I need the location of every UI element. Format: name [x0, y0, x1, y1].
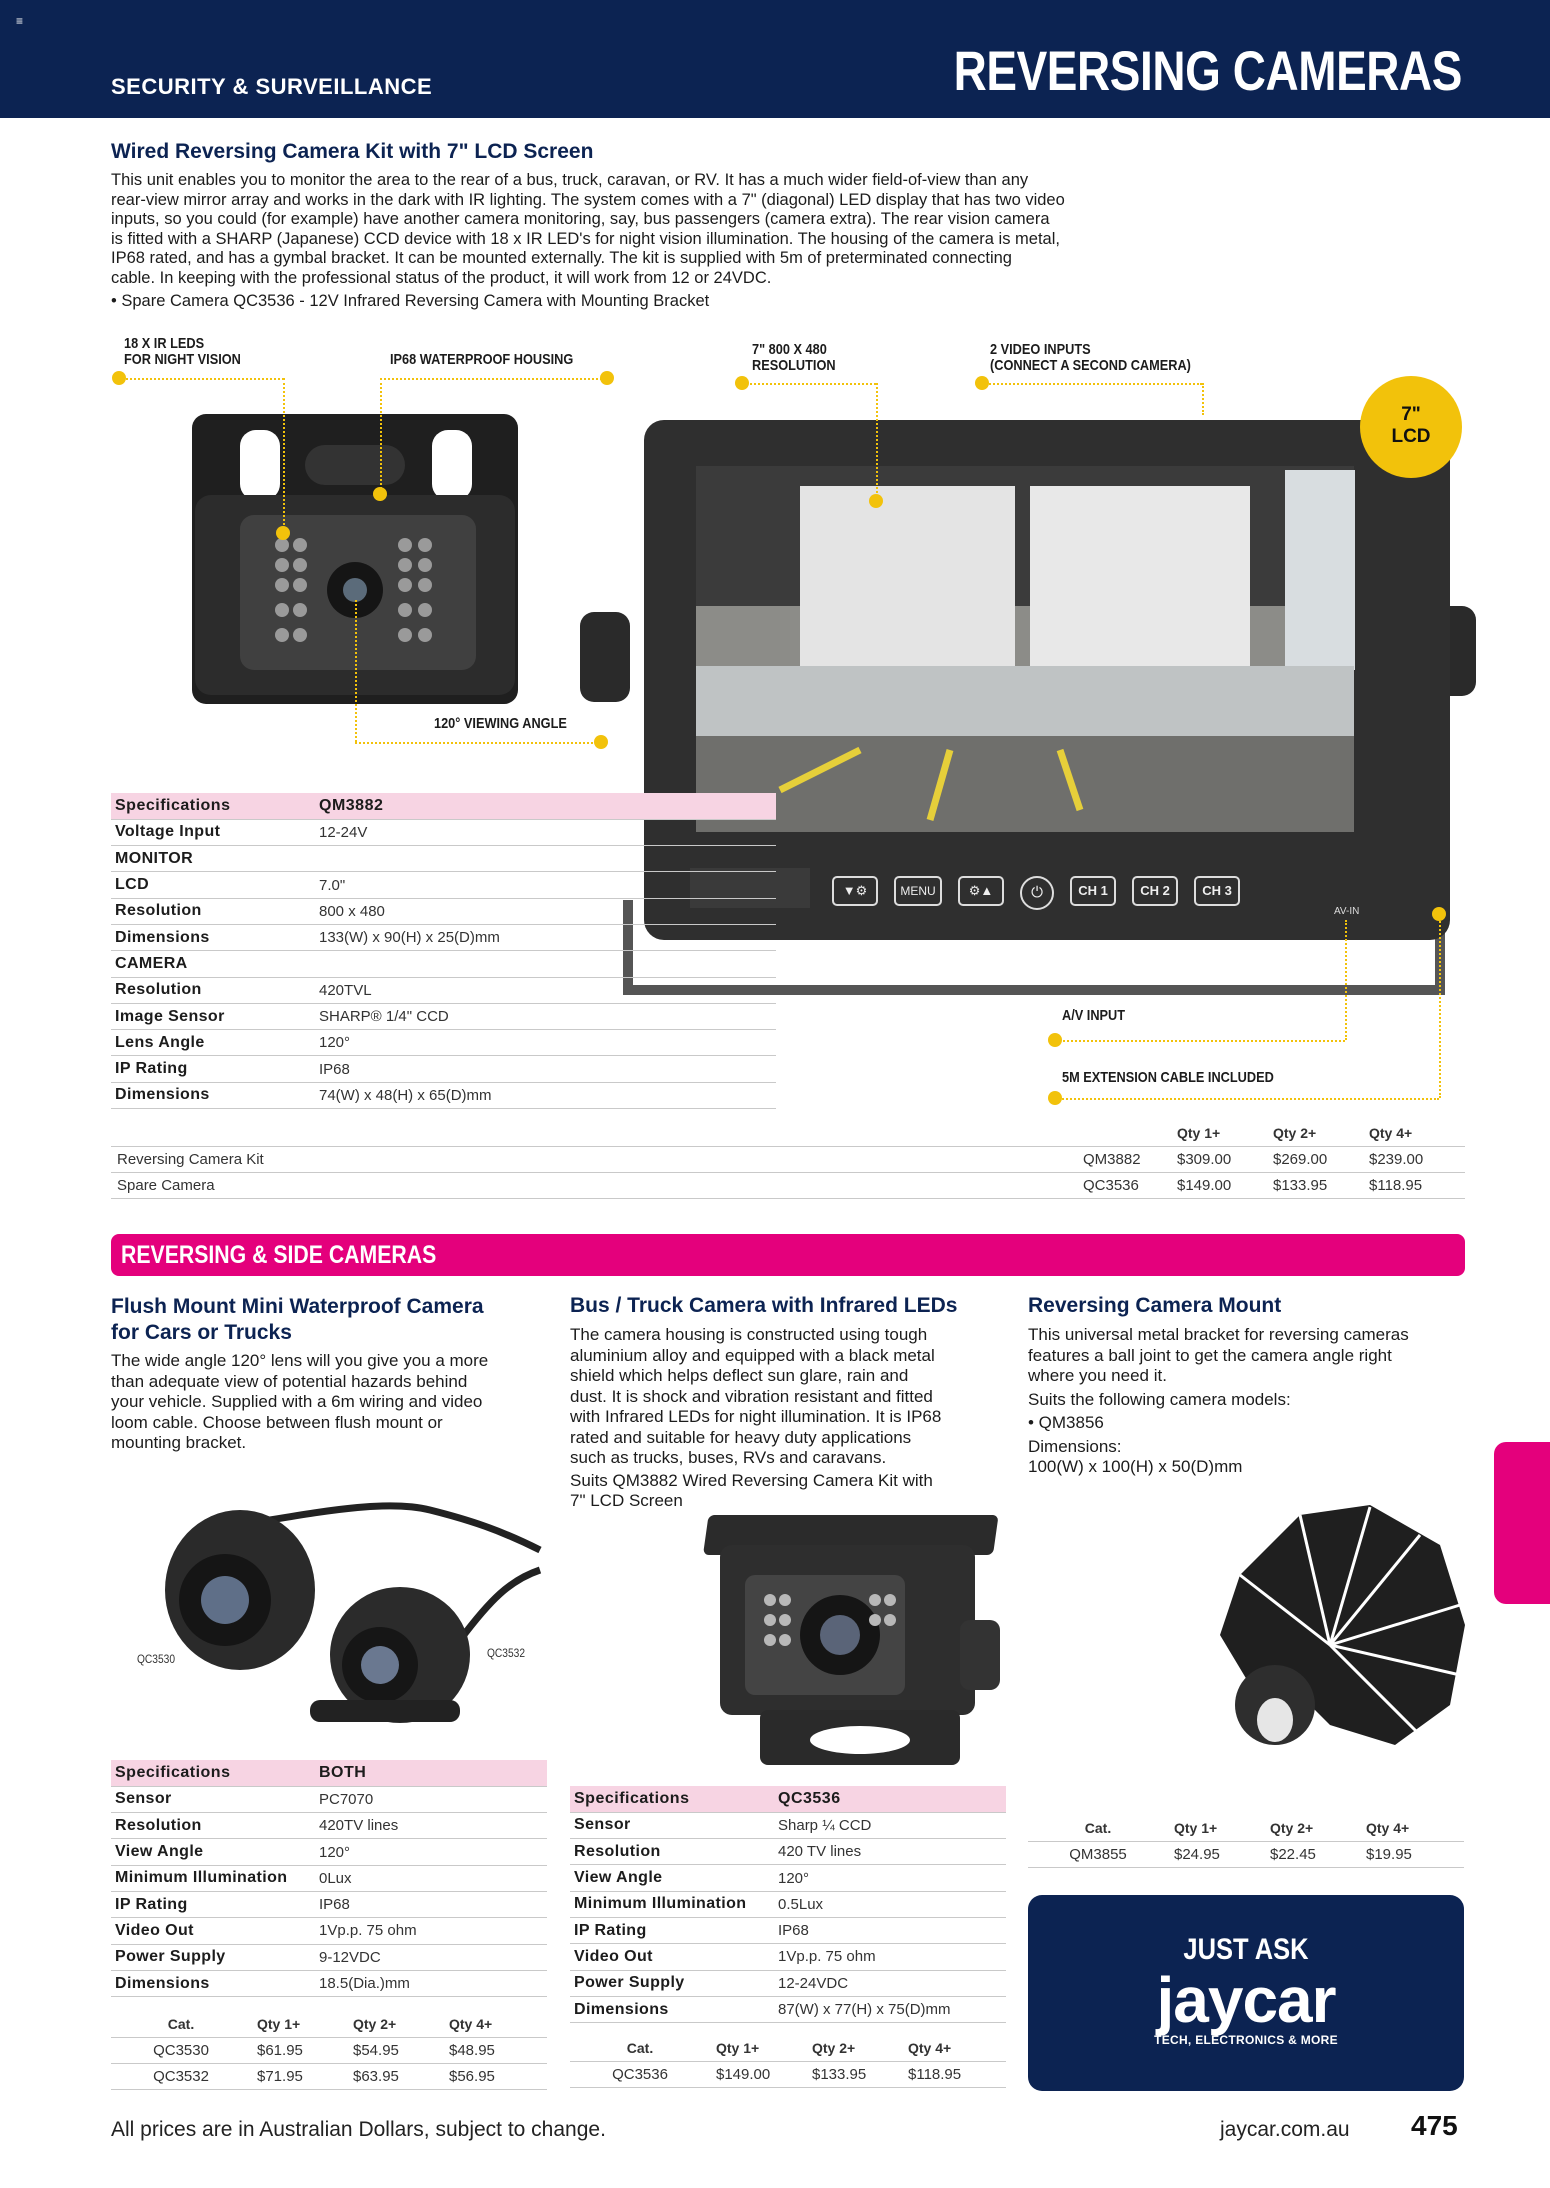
callout-resolution-line1: 7" 800 X 480 [752, 341, 827, 358]
price-col-header [1077, 1120, 1171, 1146]
spec-header-model: BOTH [315, 1760, 547, 1786]
bus-desc-line: shield which helps deflect sun glare, rain and [570, 1366, 909, 1385]
mount-desc-line: • QM3856 [1028, 1413, 1104, 1432]
spec-row [111, 1839, 547, 1865]
spec-key: Minimum Illumination [570, 1891, 774, 1917]
price-cat: QM3882 [1077, 1146, 1171, 1172]
price-row [111, 2063, 547, 2089]
spec-value: 800 x 480 [315, 898, 776, 924]
price-qty2: $54.95 [347, 2037, 443, 2063]
spec-row [111, 1865, 547, 1891]
spec-key: IP Rating [111, 1056, 315, 1082]
callout-dot [276, 526, 290, 540]
bus-desc-line: such as trucks, buses, RVs and caravans. [570, 1448, 887, 1467]
callout-video-inputs-line2: (CONNECT A SECOND CAMERA) [990, 357, 1191, 374]
spec-key: Sensor [570, 1812, 774, 1838]
footer-price-note: All prices are in Australian Dollars, subject to change. [111, 2118, 606, 2141]
spec-row [570, 1891, 1006, 1917]
spec-key: Resolution [111, 1813, 315, 1839]
flush-spec-table [111, 1760, 547, 1997]
spec-value [315, 846, 776, 872]
callout-dot [869, 494, 883, 508]
bus-desc-line: dust. It is shock and vibration resistant and fitted [570, 1386, 933, 1406]
page-number: 475 [1411, 2110, 1458, 2141]
price-col-header: Qty 2+ [1264, 1815, 1360, 1841]
av-in-jack-label: AV-IN [1334, 906, 1360, 917]
spec-row [570, 1970, 1006, 1996]
spec-value: 420TV lines [315, 1813, 547, 1839]
callout-dot [600, 371, 614, 385]
price-qty1: $149.00 [1171, 1172, 1267, 1198]
spec-row [111, 1891, 547, 1917]
spec-value: 1Vp.p. 75 ohm [315, 1918, 547, 1944]
spec-row [570, 1839, 1006, 1865]
mount-desc-line: Dimensions: [1028, 1436, 1122, 1456]
callout-dot [594, 735, 608, 749]
spec-value [315, 951, 776, 977]
bus-title: Bus / Truck Camera with Infrared LEDs [570, 1294, 958, 1317]
spec-row [570, 1917, 1006, 1943]
callout-ir-leds-line1: 18 X IR LEDS [124, 335, 205, 352]
spec-value: 18.5(Dia.)mm [315, 1970, 547, 1996]
spec-row [111, 1082, 776, 1108]
ch3-button[interactable]: CH 3 [1194, 876, 1240, 906]
price-col-header: Qty 1+ [1171, 1120, 1267, 1146]
spec-key: Dimensions [111, 924, 315, 950]
price-row [111, 2037, 547, 2063]
mount-desc-line: 100(W) x 100(H) x 50(D)mm [1028, 1457, 1243, 1476]
leader-line [1439, 914, 1441, 1098]
spec-row [111, 1786, 547, 1812]
side-tab-marker [1494, 1442, 1550, 1604]
spec-value: 0Lux [315, 1865, 547, 1891]
spec-row [570, 1996, 1006, 2022]
ch1-button[interactable]: CH 1 [1070, 876, 1116, 906]
footer-url[interactable]: jaycar.com.au [1220, 2118, 1350, 2141]
spec-key: IP Rating [111, 1891, 315, 1917]
mount-price-table [1028, 1815, 1464, 1868]
spec-value: 12-24V [315, 819, 776, 845]
callout-dot [975, 376, 989, 390]
down-settings-button[interactable]: ▼⚙ [832, 876, 878, 906]
bus-desc-line: rated and suitable for heavy duty applications [570, 1427, 912, 1447]
menu-icon[interactable]: ≡ [16, 14, 24, 28]
spec-header-model: QC3536 [774, 1786, 1006, 1812]
mount-bracket-image [1180, 1495, 1470, 1795]
price-row [111, 1146, 1465, 1172]
spec-key: Power Supply [111, 1944, 315, 1970]
callout-extension-cable: 5M EXTENSION CABLE INCLUDED [1062, 1069, 1274, 1086]
price-col-header: Qty 2+ [347, 2011, 443, 2037]
spec-row [111, 1003, 776, 1029]
spec-row [111, 872, 776, 898]
price-cat: QC3536 [1077, 1172, 1171, 1198]
leader-line [380, 378, 606, 380]
price-col-header: Qty 4+ [1363, 1120, 1465, 1146]
price-col-header: Qty 1+ [710, 2035, 806, 2061]
flush-title [111, 1294, 484, 1346]
flush-desc-line: loom cable. Choose between flush mount or [111, 1412, 443, 1432]
spec-row [570, 1812, 1006, 1838]
flush-desc-line: mounting bracket. [111, 1433, 247, 1452]
callout-dot [1048, 1091, 1062, 1105]
price-qty4: $239.00 [1363, 1146, 1465, 1172]
callout-housing: IP68 WATERPROOF HOUSING [390, 351, 574, 368]
price-header-row [1028, 1815, 1464, 1841]
callout-av-input: A/V INPUT [1062, 1007, 1126, 1024]
callout-ir-leds [124, 336, 241, 368]
spec-row [570, 1865, 1006, 1891]
kit-desc-line: inputs, so you could (for example) have another camera monitoring, say, bus passengers (camera extra). The rear vision camera [111, 210, 1050, 229]
mount-title: Reversing Camera Mount [1028, 1294, 1282, 1317]
bus-desc-line: aluminium alloy and equipped with a black metal [570, 1345, 935, 1365]
spec-row [111, 1970, 547, 1996]
spec-header-row [111, 793, 776, 819]
spec-row [111, 1918, 547, 1944]
spec-value: IP68 [315, 1056, 776, 1082]
leader-line [982, 383, 1202, 385]
power-button[interactable]: ⏻ [1020, 876, 1054, 910]
leader-line [1202, 383, 1204, 415]
leader-line [118, 378, 284, 380]
spec-value: 420TVL [315, 977, 776, 1003]
spec-key: IP Rating [570, 1917, 774, 1943]
spec-key: Resolution [111, 898, 315, 924]
mount-desc-line: Suits the following camera models: [1028, 1389, 1291, 1409]
price-qty2: $22.45 [1264, 1841, 1360, 1867]
spec-key: Minimum Illumination [111, 1865, 315, 1891]
spec-key: Image Sensor [111, 1003, 315, 1029]
callout-resolution-line2: RESOLUTION [752, 357, 836, 374]
flush-description [111, 1351, 488, 1454]
spec-row [111, 1056, 776, 1082]
callout-dot [735, 376, 749, 390]
bus-desc-line: Suits QM3882 Wired Reversing Camera Kit with [570, 1470, 933, 1490]
spec-key: MONITOR [111, 846, 315, 872]
bus-description [570, 1325, 941, 1512]
price-qty1: $24.95 [1168, 1841, 1264, 1867]
spec-header-model: QM3882 [315, 793, 776, 819]
price-cat: QC3530 [111, 2037, 251, 2063]
price-header-row [111, 1120, 1465, 1146]
jaycar-promo[interactable] [1028, 1895, 1464, 2091]
price-qty2: $269.00 [1267, 1146, 1363, 1172]
callout-dot [112, 371, 126, 385]
flush-camera-image [130, 1490, 550, 1740]
spec-row [111, 846, 776, 872]
spec-value: IP68 [315, 1891, 547, 1917]
spec-row [111, 1813, 547, 1839]
up-settings-button[interactable]: ⚙▲ [958, 876, 1004, 906]
flush-title-line1: Flush Mount Mini Waterproof Camera [111, 1295, 484, 1318]
spec-value: 120° [315, 1839, 547, 1865]
spec-key: Resolution [111, 977, 315, 1003]
leader-line [380, 378, 382, 493]
spec-header-row [111, 1760, 547, 1786]
leader-line [742, 383, 876, 385]
price-qty2: $133.95 [806, 2061, 902, 2087]
menu-button[interactable]: MENU [894, 876, 942, 906]
spec-value: 120° [774, 1865, 1006, 1891]
spec-header-row [570, 1786, 1006, 1812]
price-qty4: $48.95 [443, 2037, 547, 2063]
leader-line [355, 742, 601, 744]
kit-desc-line: This unit enables you to monitor the area to the rear of a bus, truck, caravan, or RV. It has a much wider field-of-view than any [111, 171, 1029, 189]
flush-title-line2: for Cars or Trucks [111, 1321, 292, 1344]
price-col-header: Qty 2+ [1267, 1120, 1363, 1146]
spec-value: 74(W) x 48(H) x 65(D)mm [315, 1082, 776, 1108]
price-row [1028, 1841, 1464, 1867]
price-col-header: Qty 4+ [902, 2035, 1006, 2061]
callout-ir-leds-line2: FOR NIGHT VISION [124, 351, 241, 368]
leader-line [1055, 1040, 1345, 1042]
section-label: SECURITY & SURVEILLANCE [111, 74, 433, 99]
bus-price-table [570, 2035, 1006, 2088]
spec-header-label: Specifications [570, 1786, 774, 1812]
spec-header-label: Specifications [111, 1760, 315, 1786]
price-col-header: Qty 4+ [1360, 1815, 1464, 1841]
price-qty2: $63.95 [347, 2063, 443, 2089]
spec-value: 12-24VDC [774, 1970, 1006, 1996]
image-label-qc3530: QC3530 [137, 1652, 175, 1666]
price-col-header: Qty 4+ [443, 2011, 547, 2037]
spec-key: Dimensions [111, 1082, 315, 1108]
lcd-badge-label: LCD [1391, 426, 1431, 447]
price-col-header: Cat. [570, 2035, 710, 2061]
spec-value: 120° [315, 1030, 776, 1056]
leader-line [876, 383, 878, 501]
flush-desc-line: The wide angle 120° lens will you give you a more [111, 1351, 489, 1370]
price-qty4: $19.95 [1360, 1841, 1464, 1867]
callout-viewing-angle: 120° VIEWING ANGLE [434, 715, 567, 732]
price-col-header: Qty 1+ [1168, 1815, 1264, 1841]
callout-video-inputs-line1: 2 VIDEO INPUTS [990, 341, 1091, 358]
flush-desc-line: than adequate view of potential hazards behind [111, 1371, 468, 1391]
price-row [570, 2061, 1006, 2087]
mount-desc-line: This universal metal bracket for reversing cameras [1028, 1325, 1409, 1344]
section-banner [111, 1234, 1465, 1276]
spec-value: 420 TV lines [774, 1839, 1006, 1865]
spec-value: Sharp ¼ CCD [774, 1812, 1006, 1838]
spec-key: Dimensions [570, 1996, 774, 2022]
spec-row [111, 1944, 547, 1970]
leader-line [283, 378, 285, 533]
jaycar-just-ask: JUST ASK [1183, 1933, 1309, 1966]
spec-key: LCD [111, 872, 315, 898]
bus-spec-table [570, 1786, 1006, 2023]
spec-header-label: Specifications [111, 793, 315, 819]
spec-key: Voltage Input [111, 819, 315, 845]
spec-value: 0.5Lux [774, 1891, 1006, 1917]
leader-line [355, 600, 357, 742]
price-item: Spare Camera [111, 1172, 1077, 1198]
spec-value: SHARP® 1/4" CCD [315, 1003, 776, 1029]
mount-desc-line: where you need it. [1028, 1366, 1167, 1385]
price-cat: QM3855 [1028, 1841, 1168, 1867]
flush-desc-line: your vehicle. Supplied with a 6m wiring and video [111, 1392, 483, 1411]
price-qty1: $71.95 [251, 2063, 347, 2089]
bus-camera-image [700, 1505, 1020, 1775]
spec-value: 7.0" [315, 872, 776, 898]
price-col-header [111, 1120, 1077, 1146]
spec-key: Video Out [570, 1944, 774, 1970]
price-cat: QC3532 [111, 2063, 251, 2089]
callout-dot [1432, 907, 1446, 921]
spec-key: Sensor [111, 1786, 315, 1812]
price-qty1: $309.00 [1171, 1146, 1267, 1172]
price-col-header: Cat. [1028, 1815, 1168, 1841]
spec-key: Video Out [111, 1918, 315, 1944]
price-header-row [570, 2035, 1006, 2061]
price-cat: QC3536 [570, 2061, 710, 2087]
spec-value: 9-12VDC [315, 1944, 547, 1970]
spec-key: Resolution [570, 1839, 774, 1865]
price-qty4: $118.95 [1363, 1172, 1465, 1198]
price-col-header: Qty 2+ [806, 2035, 902, 2061]
lcd-size-badge [1360, 376, 1462, 478]
price-item: Reversing Camera Kit [111, 1146, 1077, 1172]
price-qty2: $133.95 [1267, 1172, 1363, 1198]
kit-desc-line: rear-view mirror array and works in the dark with IR lighting. The system comes with a 7" (diagonal) LED display that has two video [111, 190, 1065, 209]
flush-price-table [111, 2011, 547, 2090]
mount-desc-line: features a ball joint to get the camera angle right [1028, 1345, 1392, 1365]
spec-row [111, 951, 776, 977]
kit-desc-line: cable. In keeping with the professional status of the product, it will work from 12 or 24VDC. [111, 268, 772, 287]
kit-title: Wired Reversing Camera Kit with 7" LCD Screen [111, 140, 594, 163]
mount-description [1028, 1325, 1409, 1478]
kit-desc-line: is fitted with a SHARP (Japanese) CCD device with 18 x IR LED's for night vision illumination. The housing of the camera is metal, [111, 229, 1060, 248]
price-col-header: Cat. [111, 2011, 251, 2037]
spec-value: 87(W) x 77(H) x 75(D)mm [774, 1996, 1006, 2022]
jaycar-tagline: TECH, ELECTRONICS & MORE [1154, 2033, 1338, 2047]
ch2-button[interactable]: CH 2 [1132, 876, 1178, 906]
kit-desc-line: IP68 rated, and has a gymbal bracket. It can be mounted externally. The kit is supplied with 5m of preterminated connecting [111, 249, 1012, 268]
spec-value: IP68 [774, 1917, 1006, 1943]
jaycar-logo: jaycar [1156, 1964, 1336, 2036]
leader-line [1345, 920, 1347, 1040]
section-banner-label: REVERSING & SIDE CAMERAS [121, 1241, 437, 1269]
spec-key: View Angle [111, 1839, 315, 1865]
spec-key: View Angle [570, 1865, 774, 1891]
image-label-qc3532: QC3532 [487, 1646, 525, 1660]
bus-desc-line: 7" LCD Screen [570, 1491, 683, 1510]
kit-price-table [111, 1120, 1465, 1199]
price-qty4: $56.95 [443, 2063, 547, 2089]
spec-row [111, 898, 776, 924]
monitor-button-row [832, 876, 1240, 910]
kit-desc-line: • Spare Camera QC3536 - 12V Infrared Reversing Camera with Mounting Bracket [111, 291, 710, 310]
spec-key: Power Supply [570, 1970, 774, 1996]
callout-dot [373, 487, 387, 501]
callout-resolution [752, 342, 836, 374]
leader-line [1055, 1098, 1439, 1100]
price-row [111, 1172, 1465, 1198]
callout-dot [1048, 1033, 1062, 1047]
price-header-row [111, 2011, 547, 2037]
price-qty4: $118.95 [902, 2061, 1006, 2087]
spec-key: Lens Angle [111, 1030, 315, 1056]
price-qty1: $61.95 [251, 2037, 347, 2063]
price-col-header: Qty 1+ [251, 2011, 347, 2037]
price-qty1: $149.00 [710, 2061, 806, 2087]
spec-row [570, 1944, 1006, 1970]
spec-row [111, 977, 776, 1003]
spec-value: 1Vp.p. 75 ohm [774, 1944, 1006, 1970]
kit-spec-table [111, 793, 776, 1109]
page-title: REVERSING CAMERAS [953, 39, 1462, 102]
spec-value: 133(W) x 90(H) x 25(D)mm [315, 924, 776, 950]
spec-value: PC7070 [315, 1786, 547, 1812]
spec-row [111, 1030, 776, 1056]
callout-video-inputs [990, 342, 1191, 374]
spec-key: Dimensions [111, 1970, 315, 1996]
spec-key: CAMERA [111, 951, 315, 977]
bus-desc-line: with Infrared LEDs for night illumination. It is IP68 [570, 1407, 942, 1426]
spec-row [111, 924, 776, 950]
lcd-badge-size: 7" [1401, 404, 1421, 425]
spec-row [111, 819, 776, 845]
bus-desc-line: The camera housing is constructed using tough [570, 1325, 928, 1344]
